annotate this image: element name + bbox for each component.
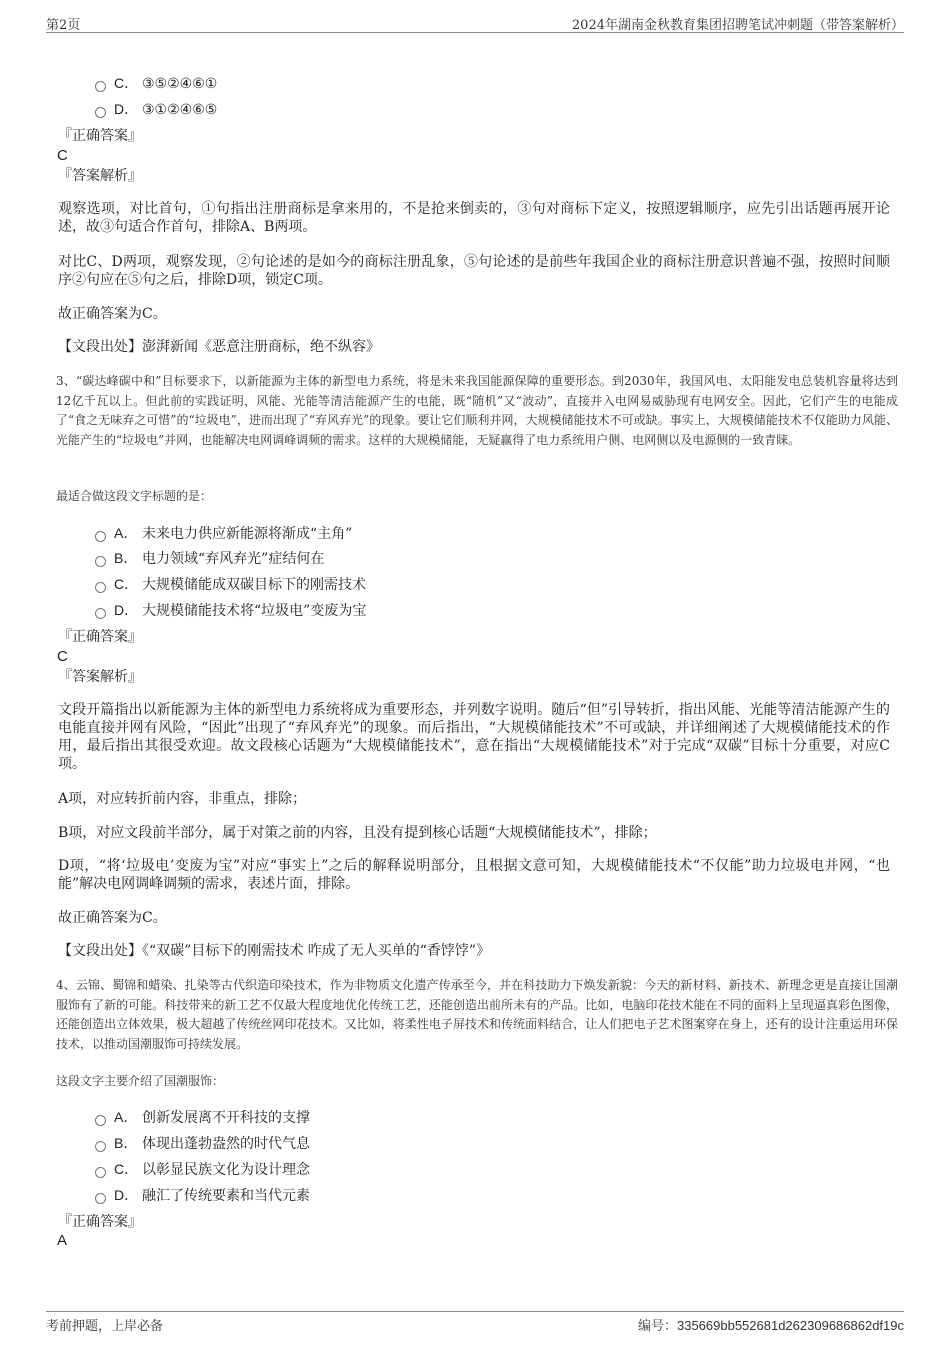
q4-option-a[interactable]: A． 创新发展离不开科技的支撑 — [95, 1107, 310, 1128]
q3-analysis-p5: 故正确答案为C。 — [58, 910, 167, 926]
q4-prompt: 这段文字主要介绍了国潮服饰： — [56, 1074, 225, 1088]
radio-icon[interactable] — [95, 582, 106, 593]
document-title: 2024年湖南金秋教育集团招聘笔试冲刺题（带答案解析） — [571, 18, 904, 33]
q2-source: 【文段出处】澎湃新闻《恶意注册商标，绝不纵容》 — [58, 339, 380, 355]
q3-option-b[interactable]: B． 电力领域“弃风弃光”症结何在 — [95, 548, 324, 569]
q3-prompt: 最适合做这段文字标题的是： — [56, 489, 213, 503]
page-number: 第2页 — [46, 18, 81, 33]
q4-answer-label: 『正确答案』 — [58, 1214, 142, 1230]
q2-option-c[interactable]: C． ③⑤②④⑥① — [95, 73, 217, 94]
q3-source: 【文段出处】《“双碳”目标下的刚需技术 咋成了无人买单的“香饽饽”》 — [58, 943, 491, 959]
q2-analysis-label: 『答案解析』 — [58, 168, 142, 184]
q4-stem: 4、云锦、蜀锦和蜡染、扎染等古代织造印染技术，作为非物质文化遗产传承至今，并在科技助力下焕发新貌：今天的新材料、新技术、新理念更是直接让国潮服饰有了新的可能。科技带来的新工艺不仅最大程度地优化传统工艺，还能创造出前所未有的产品。比如，电脑印花技术能在不同的面料上呈现逼真彩色图像，还能创造出立体效果，极大超越了传统丝网印花技术。又比如，将柔性电子屏技术和传统面料结合，让人们把电子艺术图案穿在身上，还有的设计注重运用环保技术，以推动国潮服饰可持续发展。 — [56, 978, 898, 1051]
q4-option-c[interactable]: C． 以彰显民族文化为设计理念 — [95, 1159, 310, 1180]
q3-answer: C — [57, 648, 68, 665]
q2-analysis-p1: 观察选项，对比首句，①句指出注册商标是拿来用的，不是抢来倒卖的，③句对商标下定义，按照逻辑顺序，应先引出话题再展开论述，故③句适合作首句，排除A、B两项。 — [58, 201, 890, 235]
radio-icon[interactable] — [95, 1115, 106, 1126]
radio-icon[interactable] — [95, 1141, 106, 1152]
radio-icon[interactable] — [95, 1193, 106, 1204]
q3-option-d[interactable]: D． 大规模储能技术将“垃圾电”变废为宝 — [95, 600, 366, 621]
footer-slogan: 考前押题，上岸必备 — [46, 1319, 164, 1334]
page-header — [46, 12, 904, 33]
q3-analysis-label: 『答案解析』 — [58, 669, 142, 685]
radio-icon[interactable] — [95, 531, 106, 542]
footer-code: 编号：335669bb552681d262309686862df19c — [637, 1318, 904, 1334]
radio-icon[interactable] — [95, 81, 106, 92]
radio-icon[interactable] — [95, 556, 106, 567]
q4-answer: A — [57, 1232, 68, 1249]
radio-icon[interactable] — [95, 1167, 106, 1178]
q3-answer-label: 『正确答案』 — [58, 629, 142, 645]
q2-analysis-p2: 对比C、D两项，观察发现，②句论述的是如今的商标注册乱象，⑤句论述的是前些年我国企业的商标注册意识普遍不强，按照时间顺序②句应在⑤句之后，排除D项，锁定C项。 — [58, 254, 890, 288]
radio-icon[interactable] — [95, 608, 106, 619]
q3-stem: 3、“碳达峰碳中和”目标要求下，以新能源为主体的新型电力系统，将是未来我国能源保障的重要形态。到2030年，我国风电、太阳能发电总装机容量将达到12亿千瓦以上。但此前的实践证明，风能、光能等清洁能源产生的电能，既“随机”又“波动”，直接并入电网易威胁现有电网安全。因此，它们产生的电能成了“食之无味弃之可惜”的“垃圾电”，进而出现了“弃风弃光”的现象。要让它们顺利并网，大规模储能技术不可或缺。事实上，大规模储能技术不仅能助力风能、光能产生的“垃圾电”并网，也能解决电网调峰调频的需求。这样的大规模储能，无疑赢得了电力系统用户侧、电网侧以及电源侧的一致青睐。 — [56, 374, 898, 447]
q2-analysis-p3: 故正确答案为C。 — [58, 306, 167, 322]
q3-analysis-p1: 文段开篇指出以新能源为主体的新型电力系统将成为重要形态，并列数字说明。随后“但”引导转折，指出风能、光能等清洁能源产生的电能直接并网有风险，“因此”出现了“弃风弃光”的现象。而后指出，“大规模储能技术”不可或缺，并详细阐述了大规模储能技术的作用，最后指出其很受欢迎。故文段核心话题为“大规模储能技术”，意在指出“大规模储能技术”对于完成“双碳”目标十分重要，对应C项。 — [58, 702, 890, 772]
q4-option-b[interactable]: B． 体现出蓬勃盎然的时代气息 — [95, 1133, 310, 1154]
q3-option-a[interactable]: A． 未来电力供应新能源将渐成“主角” — [95, 523, 352, 544]
q3-analysis-p4: D项，“将‘垃圾电’变废为宝”对应“事实上”之后的解释说明部分，且根据文意可知，大规模储能技术“不仅能”助力垃圾电并网，“也能”解决电网调峰调频的需求，表述片面，排除。 — [58, 858, 890, 892]
radio-icon[interactable] — [95, 107, 106, 118]
q4-option-d[interactable]: D． 融汇了传统要素和当代元素 — [95, 1185, 310, 1206]
q3-option-c[interactable]: C． 大规模储能成双碳目标下的刚需技术 — [95, 574, 366, 595]
q2-answer-label: 『正确答案』 — [58, 128, 142, 144]
q3-analysis-p3: B项，对应文段前半部分，属于对策之前的内容，且没有提到核心话题“大规模储能技术”，排除； — [58, 825, 657, 841]
q2-answer: C — [57, 147, 68, 164]
page-footer — [46, 1311, 904, 1334]
q3-analysis-p2: A项，对应转折前内容，非重点，排除； — [58, 791, 307, 807]
q2-option-d[interactable]: D． ③①②④⑥⑤ — [95, 99, 217, 120]
